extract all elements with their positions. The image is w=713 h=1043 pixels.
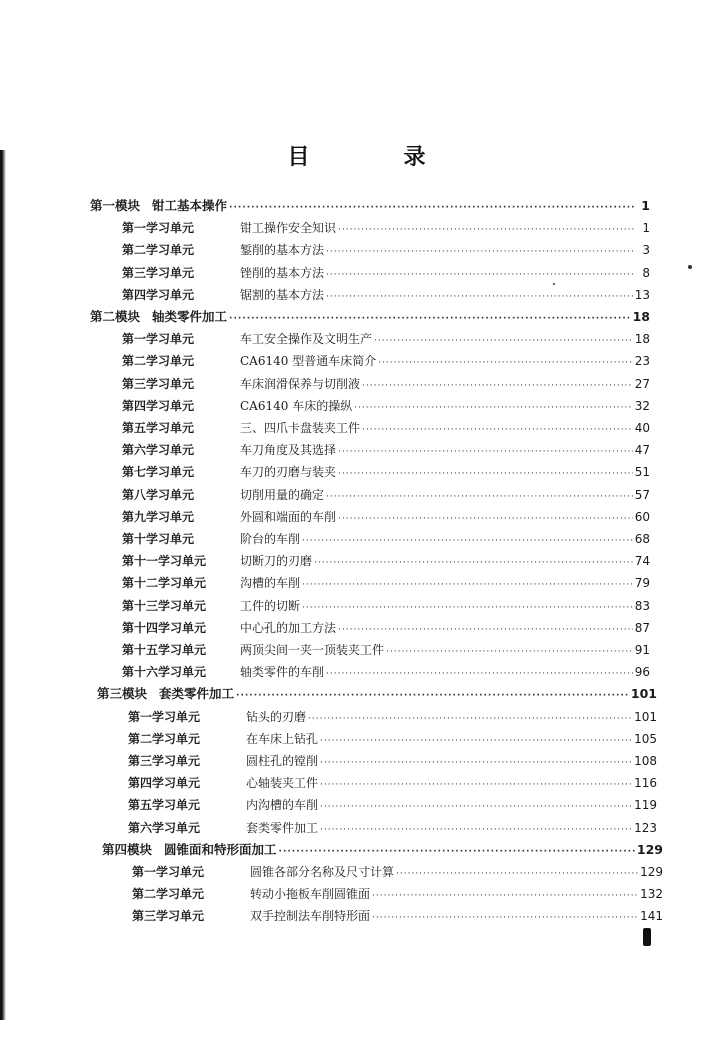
toc-page-number: 87 <box>634 621 650 635</box>
toc-entry-label <box>122 642 384 658</box>
toc-entry-label <box>128 753 318 769</box>
unit-title: 内沟槽的车削 <box>246 798 319 812</box>
unit-number: 第十三学习单元 <box>122 599 207 613</box>
dot-leader <box>308 711 632 727</box>
toc-unit-entry <box>122 553 650 571</box>
toc-page-number: 1 <box>641 198 650 213</box>
toc-unit-entry <box>128 753 657 771</box>
dot-leader <box>302 533 633 549</box>
toc-unit-entry <box>128 797 657 815</box>
toc-module-entry <box>90 309 650 327</box>
module-title: 圆锥面和特形面加工 <box>164 842 277 857</box>
toc-page-number: 119 <box>634 798 657 812</box>
unit-number: 第十四学习单元 <box>122 621 207 635</box>
toc-unit-entry <box>122 331 650 349</box>
unit-title: 锉削的基本方法 <box>240 266 325 280</box>
toc-entry-label <box>122 353 376 369</box>
module-number: 第二模块 <box>90 309 141 324</box>
unit-title: 工件的切断 <box>240 599 301 613</box>
dot-leader <box>372 888 638 904</box>
toc-page-number: 27 <box>634 377 650 391</box>
toc-unit-entry <box>132 908 663 926</box>
toc-entry-label <box>122 265 324 281</box>
dot-leader <box>302 577 633 593</box>
unit-number: 第二学习单元 <box>122 243 195 257</box>
dot-leader <box>338 622 633 638</box>
dot-leader <box>320 822 632 838</box>
toc-page-number: 40 <box>634 421 650 435</box>
toc-entry-label <box>128 709 306 725</box>
unit-number: 第一学习单元 <box>122 332 195 346</box>
binding-edge-shadow <box>0 150 6 1020</box>
unit-title: 车刀的刃磨与装夹 <box>240 465 337 479</box>
unit-number: 第十六学习单元 <box>122 665 207 679</box>
unit-number: 第五学习单元 <box>128 798 201 812</box>
toc-page-number: 8 <box>642 266 650 280</box>
toc-entry-label <box>128 797 318 813</box>
toc-entry-label <box>132 864 394 880</box>
unit-number: 第四学习单元 <box>122 399 195 413</box>
unit-title: 车工安全操作及文明生产 <box>240 332 373 346</box>
toc-unit-entry <box>122 287 650 305</box>
toc-unit-entry <box>122 242 650 260</box>
toc-entry-label <box>122 398 352 414</box>
toc-entry-label <box>122 220 336 236</box>
unit-title: 心轴装夹工件 <box>246 776 319 790</box>
toc-page-number: 74 <box>634 554 650 568</box>
dot-leader <box>279 844 635 860</box>
toc-entry-label <box>122 331 372 347</box>
toc-entry-label <box>122 531 300 547</box>
unit-title: 切断刀的刃磨 <box>240 554 313 568</box>
toc-unit-entry <box>122 442 650 460</box>
unit-title: 双手控制法车削特形面 <box>250 909 371 923</box>
unit-number: 第一学习单元 <box>132 865 205 879</box>
toc-unit-entry <box>122 376 650 394</box>
unit-number: 第二学习单元 <box>128 732 201 746</box>
unit-number: 第四学习单元 <box>122 288 195 302</box>
unit-number: 第九学习单元 <box>122 510 195 524</box>
toc-page-number: 18 <box>634 332 650 346</box>
toc-page-number: 32 <box>634 399 650 413</box>
scan-speck <box>688 265 692 269</box>
dot-leader <box>326 666 633 682</box>
toc-unit-entry <box>122 664 650 682</box>
unit-number: 第十二学习单元 <box>122 576 207 590</box>
toc-unit-entry <box>122 531 650 549</box>
unit-title: 阶台的车削 <box>240 532 301 546</box>
toc-unit-entry <box>122 420 650 438</box>
dot-leader <box>320 755 632 771</box>
toc-page-number: 83 <box>634 599 650 613</box>
toc-entry-label <box>122 242 324 258</box>
dot-leader <box>396 866 638 882</box>
page-number-mark <box>643 928 651 946</box>
unit-number: 第三学习单元 <box>122 377 195 391</box>
unit-title: 两顶尖间一夹一顶装夹工件 <box>240 643 385 657</box>
module-number: 第四模块 <box>102 842 153 857</box>
toc-page-number: 91 <box>634 643 650 657</box>
module-title: 钳工基本操作 <box>152 198 228 213</box>
unit-number: 第三学习单元 <box>132 909 205 923</box>
unit-number: 第二学习单元 <box>122 354 195 368</box>
toc-entry-label <box>90 198 227 214</box>
dot-leader <box>314 555 633 571</box>
module-number: 第一模块 <box>90 198 141 213</box>
toc-page-number: 51 <box>634 465 650 479</box>
unit-title: 车床润滑保养与切削液 <box>240 377 361 391</box>
unit-title: 外圆和端面的车削 <box>240 510 337 524</box>
toc-entry-label <box>122 598 300 614</box>
toc-unit-entry <box>132 886 663 904</box>
toc-page-number: 108 <box>634 754 657 768</box>
toc-page-number: 105 <box>634 732 657 746</box>
unit-title: 圆柱孔的镗削 <box>246 754 319 768</box>
toc-unit-entry <box>122 509 650 527</box>
toc-page-number: 60 <box>634 510 650 524</box>
page-title: 目 录 <box>287 145 462 170</box>
toc-entry-label <box>122 487 324 503</box>
toc-entry-label <box>122 575 300 591</box>
dot-leader <box>326 289 633 305</box>
dot-leader <box>326 489 633 505</box>
unit-number: 第十学习单元 <box>122 532 195 546</box>
toc-page-number: 18 <box>632 309 650 324</box>
dot-leader <box>338 511 633 527</box>
module-title: 套类零件加工 <box>159 686 235 701</box>
toc-unit-entry <box>128 820 657 838</box>
dot-leader <box>362 422 633 438</box>
unit-title: 三、四爪卡盘装夹工件 <box>240 421 361 435</box>
toc-entry-label <box>132 886 370 902</box>
dot-leader <box>320 733 632 749</box>
unit-title: 沟槽的车削 <box>240 576 301 590</box>
unit-title: 锯割的基本方法 <box>240 288 325 302</box>
unit-number: 第十一学习单元 <box>122 554 207 568</box>
unit-number: 第十五学习单元 <box>122 643 207 657</box>
toc-unit-entry <box>122 575 650 593</box>
unit-title: CA6140 型普通车床简介 <box>240 354 377 368</box>
toc-entry-label <box>122 420 360 436</box>
toc-page-number: 116 <box>634 776 657 790</box>
unit-title: 錾削的基本方法 <box>240 243 325 257</box>
unit-number: 第八学习单元 <box>122 488 195 502</box>
dot-leader <box>320 799 632 815</box>
toc-page-number: 101 <box>630 686 657 701</box>
toc-unit-entry <box>122 353 650 371</box>
unit-number: 第二学习单元 <box>132 887 205 901</box>
toc-entry-label <box>102 842 277 858</box>
toc-unit-entry <box>122 598 650 616</box>
toc-page-number: 129 <box>636 842 663 857</box>
toc-entry-label <box>122 442 336 458</box>
dot-leader <box>338 444 633 460</box>
toc-page-number: 57 <box>634 488 650 502</box>
toc-page-number: 101 <box>634 710 657 724</box>
dot-leader <box>362 378 633 394</box>
unit-title: 圆锥各部分名称及尺寸计算 <box>250 865 395 879</box>
toc-unit-entry <box>122 487 650 505</box>
toc-page-number: 68 <box>634 532 650 546</box>
toc-module-entry <box>97 686 657 704</box>
toc-entry-label <box>122 553 312 569</box>
unit-number: 第六学习单元 <box>122 443 195 457</box>
unit-number: 第七学习单元 <box>122 465 195 479</box>
toc-entry-label <box>122 376 360 392</box>
dot-leader <box>338 222 634 238</box>
toc-unit-entry <box>128 775 657 793</box>
toc-page-number: 96 <box>634 665 650 679</box>
toc-page-number: 13 <box>634 288 650 302</box>
toc-page-number: 1 <box>642 221 650 235</box>
toc-page-number: 23 <box>634 354 650 368</box>
toc-page-number: 47 <box>634 443 650 457</box>
toc-unit-entry <box>122 398 650 416</box>
toc-entry-label <box>122 664 324 680</box>
toc-entry-label <box>122 464 336 480</box>
dot-leader <box>320 777 632 793</box>
dot-leader <box>372 910 638 926</box>
unit-number: 第五学习单元 <box>122 421 195 435</box>
dot-leader <box>326 267 634 283</box>
toc-entry-label <box>128 731 318 747</box>
unit-title: 轴类零件的车削 <box>240 665 325 679</box>
toc-entry-label <box>122 287 324 303</box>
toc-unit-entry <box>128 731 657 749</box>
toc-entry-label <box>122 509 336 525</box>
unit-number: 第四学习单元 <box>128 776 201 790</box>
unit-number: 第三学习单元 <box>128 754 201 768</box>
unit-title: 转动小拖板车削圆锥面 <box>250 887 371 901</box>
toc-entry-label <box>122 620 336 636</box>
toc-module-entry <box>102 842 663 860</box>
dot-leader <box>302 600 633 616</box>
toc-entry-label <box>97 686 234 702</box>
unit-title: 中心孔的加工方法 <box>240 621 337 635</box>
toc-unit-entry <box>122 464 650 482</box>
unit-title: 切削用量的确定 <box>240 488 325 502</box>
dot-leader <box>338 466 633 482</box>
toc-unit-entry <box>132 864 663 882</box>
toc-unit-entry <box>122 265 650 283</box>
unit-title: 钻头的刃磨 <box>246 710 307 724</box>
unit-title: 套类零件加工 <box>246 821 319 835</box>
toc-page-number: 123 <box>634 821 657 835</box>
dot-leader <box>374 333 633 349</box>
dot-leader <box>326 244 634 260</box>
toc-unit-entry <box>122 220 650 238</box>
module-title: 轴类零件加工 <box>152 309 228 324</box>
module-number: 第三模块 <box>97 686 148 701</box>
unit-title: 钳工操作安全知识 <box>240 221 337 235</box>
unit-title: 在车床上钻孔 <box>246 732 319 746</box>
dot-leader <box>378 355 633 371</box>
dot-leader <box>236 688 629 704</box>
unit-number: 第三学习单元 <box>122 266 195 280</box>
unit-number: 第一学习单元 <box>122 221 195 235</box>
toc-entry-label <box>90 309 227 325</box>
toc-page-number: 3 <box>642 243 650 257</box>
dot-leader <box>386 644 633 660</box>
toc-entry-label <box>128 775 318 791</box>
toc-unit-entry <box>122 642 650 660</box>
scan-speck <box>553 283 555 285</box>
toc-page-number: 79 <box>634 576 650 590</box>
toc-unit-entry <box>122 620 650 638</box>
toc-page-number: 132 <box>640 887 663 901</box>
unit-title: 车刀角度及其选择 <box>240 443 337 457</box>
unit-number: 第一学习单元 <box>128 710 201 724</box>
toc-unit-entry <box>128 709 657 727</box>
toc-page-number: 129 <box>640 865 663 879</box>
dot-leader <box>229 311 631 327</box>
dot-leader <box>229 200 634 216</box>
toc-module-entry <box>90 198 650 216</box>
toc-entry-label <box>132 908 370 924</box>
unit-title: CA6140 车床的操纵 <box>240 399 353 413</box>
dot-leader <box>354 400 633 416</box>
unit-number: 第六学习单元 <box>128 821 201 835</box>
toc-entry-label <box>128 820 318 836</box>
toc-page-number: 141 <box>640 909 663 923</box>
